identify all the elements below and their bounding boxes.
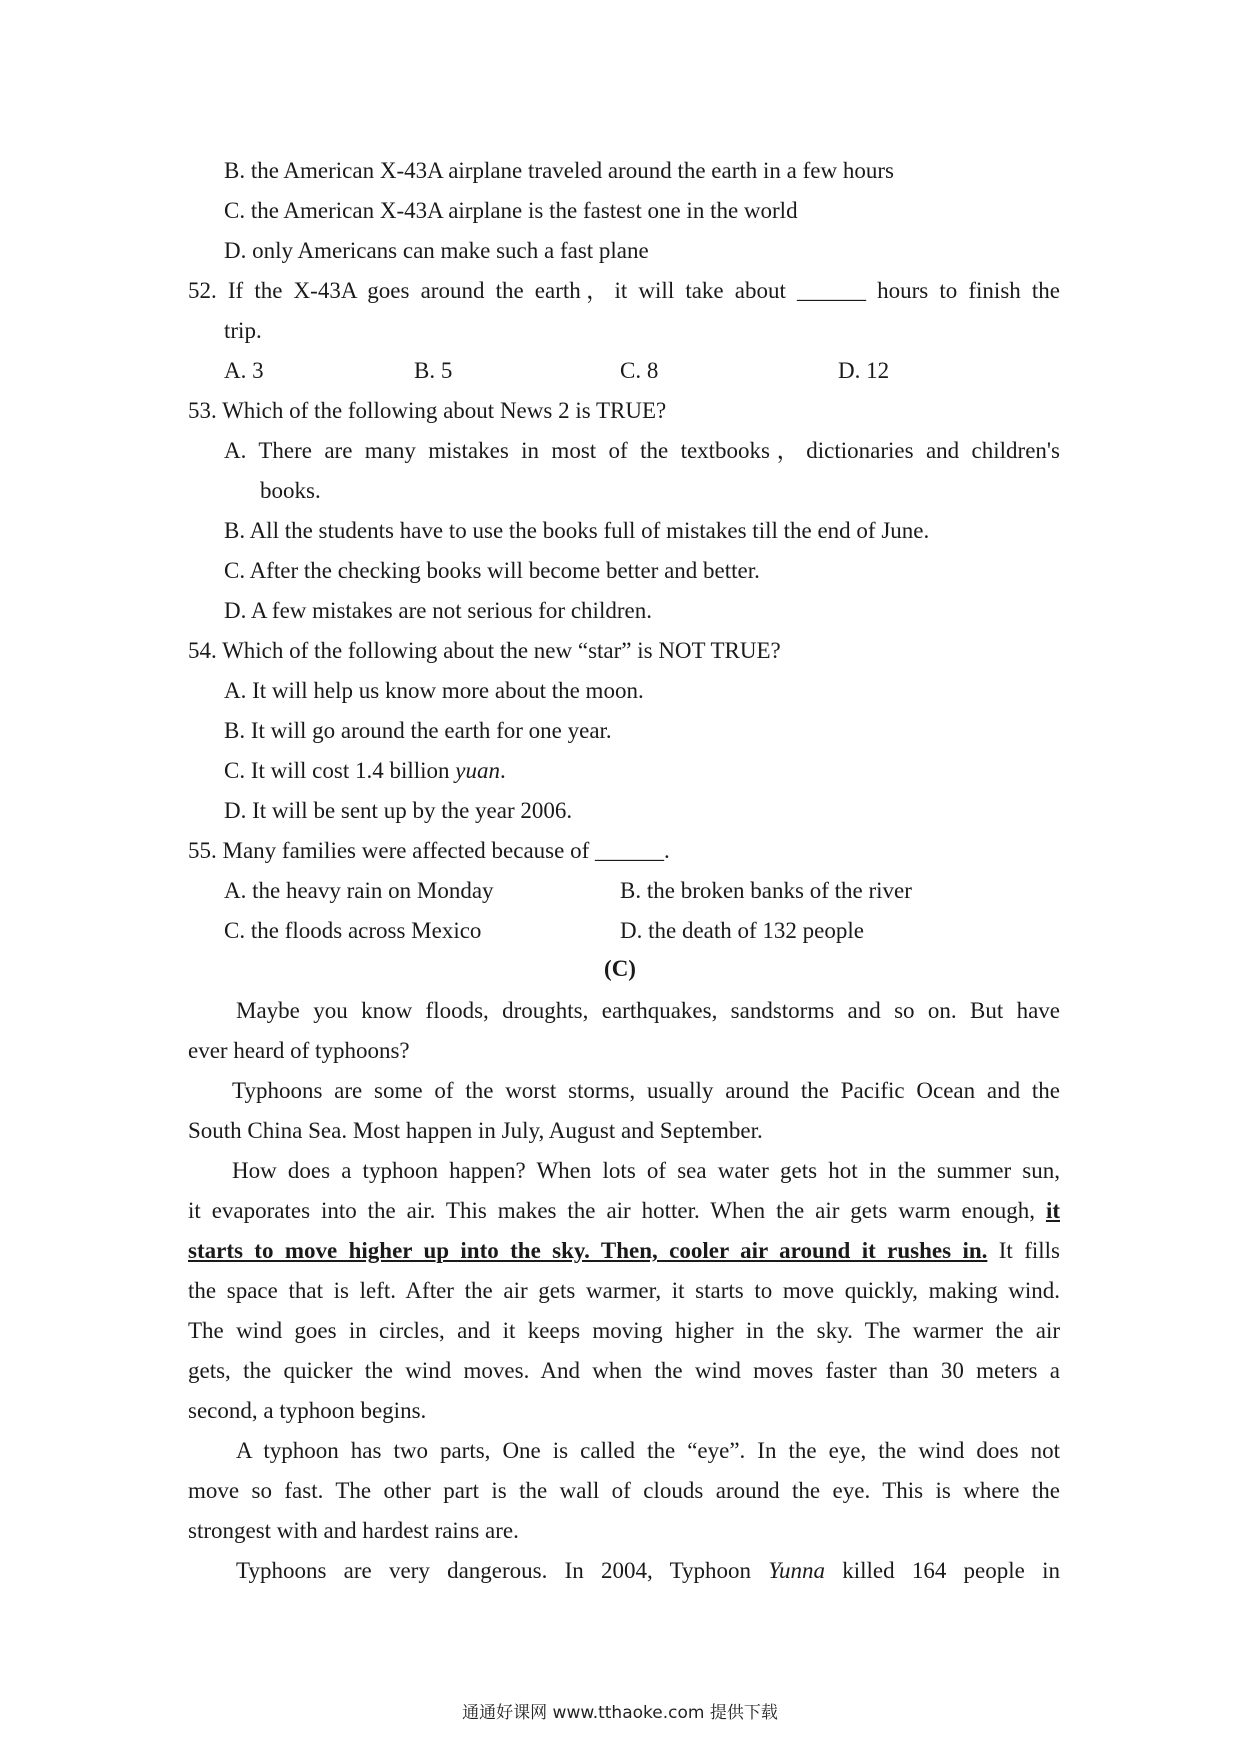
passage-p3-line2-text: it evaporates into the air. This makes the air hotter. When the air gets warm enough, [188, 1198, 1046, 1223]
passage-p5-text: Typhoons are very dangerous. In 2004, Typhoon [236, 1558, 769, 1583]
q53-option-d: D. A few mistakes are not serious for children. [224, 598, 652, 623]
passage-p5-end: killed 164 people in [824, 1558, 1061, 1583]
q52-stem-cont: trip. [224, 318, 262, 343]
passage-p3-line7: second, a typhoon begins. [188, 1398, 427, 1423]
q53-option-a: A. There are many mistakes in most of the textbooks，dictionaries and children's [224, 438, 1060, 463]
passage-p4-line2: move so fast. The other part is the wall of clouds around the eye. This is where the [188, 1478, 1060, 1503]
passage-p5-line1 [236, 1556, 1060, 1586]
q52-option-a: A. 3 [224, 358, 264, 383]
q51-option-d: D. only Americans can make such a fast plane [224, 238, 649, 263]
passage-p5-italic: Yunna [768, 1558, 825, 1583]
q55-option-a: A. the heavy rain on Monday [224, 878, 494, 903]
passage-p4-line3: strongest with and hardest rains are. [188, 1518, 519, 1543]
section-c-heading: (C) [604, 956, 636, 981]
q53-option-c: C. After the checking books will become better and better. [224, 558, 760, 583]
q55-option-b: B. the broken banks of the river [620, 878, 912, 903]
passage-p3-line5: The wind goes in circles, and it keeps moving higher in the sky. The warmer the air [188, 1318, 1060, 1343]
passage-p3-underlined-sentence: starts to move higher up into the sky. Then, cooler air around it rushes in. [188, 1238, 988, 1263]
passage-p3-line6: gets, the quicker the wind moves. And when the wind moves faster than 30 meters a [188, 1358, 1060, 1383]
q54-option-c-italic: yuan [455, 758, 500, 783]
passage-p3-underlined-start: it [1045, 1198, 1060, 1223]
q53-option-b: B. All the students have to use the books full of mistakes till the end of June. [224, 518, 930, 543]
q52-option-b: B. 5 [414, 358, 453, 383]
q54-option-a: A. It will help us know more about the moon. [224, 678, 644, 703]
q51-option-c: C. the American X-43A airplane is the fastest one in the world [224, 198, 798, 223]
passage-p3-line1: How does a typhoon happen? When lots of sea water gets hot in the summer sun, [232, 1158, 1060, 1183]
q54-option-c-text: C. It will cost 1.4 billion [224, 758, 456, 783]
q54-option-c [224, 756, 506, 786]
passage-p2-line1: Typhoons are some of the worst storms, usually around the Pacific Ocean and the [232, 1078, 1060, 1103]
q54-stem: 54. Which of the following about the new “star” is NOT TRUE? [188, 638, 781, 663]
q54-option-b: B. It will go around the earth for one year. [224, 718, 612, 743]
q52-option-d: D. 12 [838, 358, 890, 383]
q52-option-c: C. 8 [620, 358, 659, 383]
q51-option-b: B. the American X-43A airplane traveled around the earth in a few hours [224, 158, 894, 183]
passage-p3-line4: the space that is left. After the air gets warmer, it starts to move quickly, making wind. [188, 1278, 1060, 1303]
q55-option-d: D. the death of 132 people [620, 918, 864, 943]
passage-p1-line2: ever heard of typhoons? [188, 1038, 410, 1063]
q53-stem: 53. Which of the following about News 2 is TRUE? [188, 398, 667, 423]
passage-p3-line3 [188, 1236, 1060, 1266]
q55-option-c: C. the floods across Mexico [224, 918, 482, 943]
q52-stem: 52. If the X-43A goes around the earth，it will take about ______ hours to finish the [188, 278, 1060, 303]
passage-p3-line3-text: It fills [987, 1238, 1060, 1263]
passage-p1-line1: Maybe you know floods, droughts, earthquakes, sandstorms and so on. But have [236, 998, 1060, 1023]
q54-option-d: D. It will be sent up by the year 2006. [224, 798, 573, 823]
passage-p2-line2: South China Sea. Most happen in July, August and September. [188, 1118, 763, 1143]
q53-option-a-cont: books. [260, 478, 321, 503]
page-footer: 通通好课网 www.tthaoke.com 提供下载 [462, 1703, 778, 1723]
q55-stem: 55. Many families were affected because of ______. [188, 838, 670, 863]
passage-p3-line2 [188, 1196, 1060, 1226]
passage-p4-line1: A typhoon has two parts, One is called the “eye”. In the eye, the wind does not [236, 1438, 1060, 1463]
q54-option-c-end: . [500, 758, 506, 783]
